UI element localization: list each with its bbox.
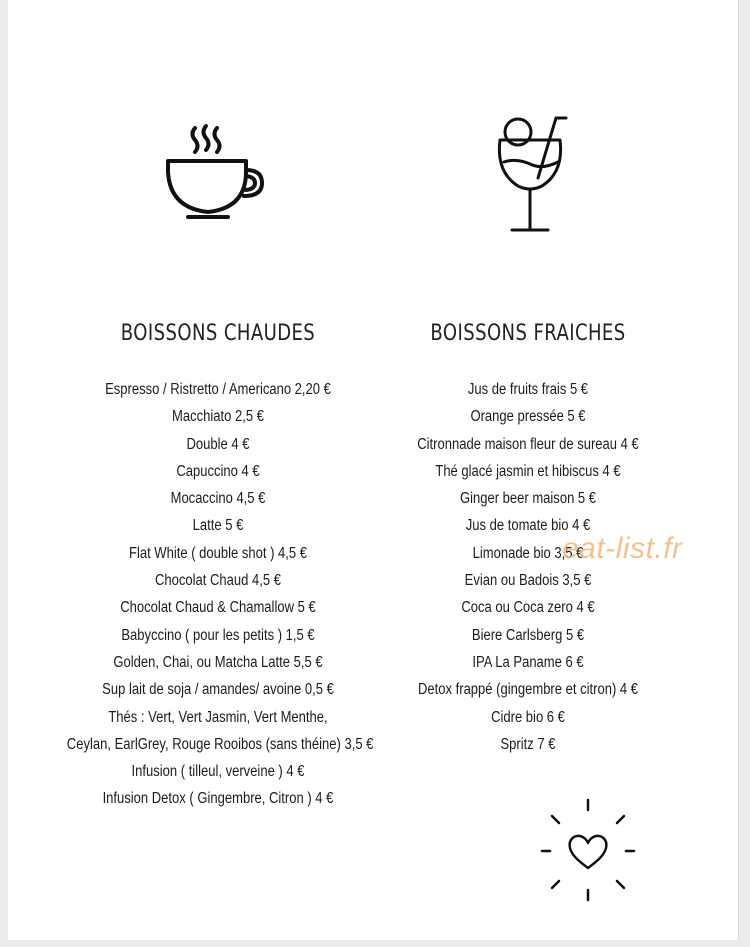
list-item: Limonade bio 3,5 € (472, 544, 584, 562)
list-item: Orange pressée 5 € (470, 408, 586, 426)
list-item: Thés : Vert, Vert Jasmin, Vert Menthe, (108, 708, 328, 726)
list-item: Flat White ( double shot ) 4,5 € (128, 544, 308, 562)
list-item: Macchiato 2,5 € (172, 408, 264, 426)
list-item: Cidre bio 6 € (491, 708, 565, 726)
list-item: Detox frappé (gingembre et citron) 4 € (417, 681, 639, 699)
list-item: Capuccino 4 € (176, 462, 260, 480)
list-item: Jus de tomate bio 4 € (465, 517, 591, 535)
list-item: Latte 5 € (192, 517, 244, 535)
list-item: Evian ou Badois 3,5 € (464, 572, 592, 590)
list-item: Ceylan, EarlGrey, Rouge Rooibos (sans théine) 3,5 € (66, 735, 374, 753)
list-item: Espresso / Ristretto / Americano 2,20 € (105, 381, 331, 398)
watermark: eat-list.fr (562, 532, 683, 565)
list-item: Mocaccino 4,5 € (170, 490, 266, 508)
list-item: IPA La Paname 6 € (472, 653, 584, 671)
list-item: Citronnade maison fleur de sureau 4 € (417, 435, 639, 453)
list-item: Golden, Chai, ou Matcha Latte 5,5 € (113, 653, 323, 671)
list-item: Spritz 7 € (500, 735, 556, 753)
cocktail-glass-icon (486, 112, 576, 237)
list-item: Thé glacé jasmin et hibiscus 4 € (435, 462, 621, 480)
list-item: Infusion ( tilleul, verveine ) 4 € (131, 763, 305, 781)
hot-drinks-column (38, 316, 398, 813)
list-item: Coca ou Coca zero 4 € (461, 599, 595, 617)
list-item: Ginger beer maison 5 € (459, 490, 597, 508)
hot-drinks-title: BOISSONS CHAUDES (120, 321, 316, 346)
cold-drinks-title: BOISSONS FRAICHES (430, 321, 626, 346)
list-item: Infusion Detox ( Gingembre, Citron ) 4 € (102, 790, 334, 808)
cold-drinks-list (368, 376, 688, 758)
list-item: Chocolat Chaud 4,5 € (155, 572, 281, 590)
list-item: Biere Carlsberg 5 € (471, 626, 585, 644)
coffee-cup-icon (158, 120, 268, 225)
list-item: Chocolat Chaud & Chamallow 5 € (120, 599, 316, 617)
list-item: Jus de fruits frais 5 € (467, 381, 589, 398)
list-item: Sup lait de soja / amandes/ avoine 0,5 € (102, 681, 334, 699)
list-item: Babyccino ( pour les petits ) 1,5 € (121, 626, 315, 644)
heart-sparkle-icon (528, 792, 648, 904)
hot-drinks-list (38, 376, 398, 813)
list-item: Double 4 € (186, 435, 250, 453)
menu-page (8, 0, 739, 940)
